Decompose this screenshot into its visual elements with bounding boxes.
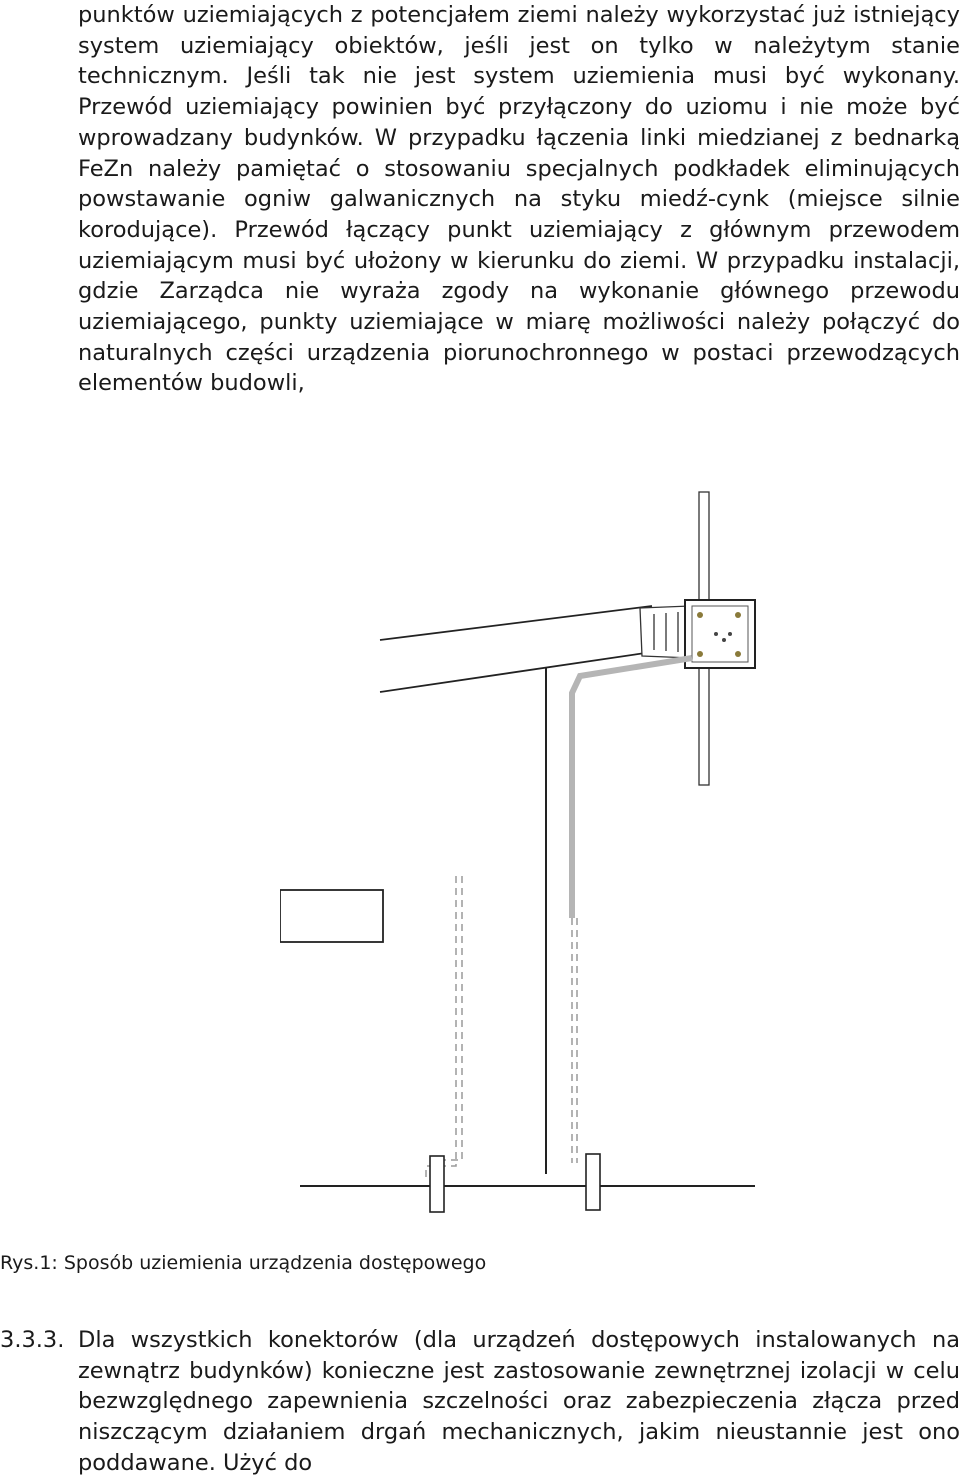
- dashed-grounding-paths: [426, 876, 577, 1180]
- section-3-3-3: [0, 1325, 960, 1479]
- earth-electrodes: [430, 1154, 600, 1212]
- building-roof-lines: [380, 606, 652, 692]
- body-paragraph: punktów uziemiających z potencjałem ziemi należy wykorzystać już istniejący system uziemiający obiektów, jeśli jest on tylko w należytym stanie technicznym. Jeśli tak nie jest system uziemienia musi być wykonany. Przewód uziemiający powinien być przyłączony do uziomu i nie może być wprowadzany budynków. W przypadku łączenia linki miedzianej z bednarką FeZn należy pamiętać o stosowaniu specjalnych podkładek eliminujących powstawanie ogniw galwanicznych na styku miedź-cynk (miejsce silnie korodujące). Przewód łączący punkt uziemiający z głównym przewodem uziemiającym musi być ułożony w kierunku do ziemi. W przypadku instalacji, gdzie Zarządca nie wyraża zgody na wykonanie głównego przewodu uziemiającego, punkty uziemiające w miarę możliwości należy połączyć do naturalnych części urządzenia piorunochronnego w postaci przewodzących elementów budowli,: [78, 2, 960, 397]
- grounding-wire: [572, 658, 692, 918]
- grounding-diagram: [280, 488, 760, 1223]
- section-number: 3.3.3.: [0, 1327, 65, 1353]
- section-text: Dla wszystkich konektorów (dla urządzeń dostępowych instalowanych na zewnątrz budynków) konieczne jest zastosowanie zewnętrznej izolacji w celu bezwzględnego zapewnienia szczelności oraz zabezpieczenia złącza przed niszczącym działaniem drgań mechanicznych, jakim nieustannie jest ono poddawane. Użyć do: [78, 1327, 960, 1476]
- access-device: [685, 600, 755, 668]
- figure-caption: Rys.1: Sposób uziemienia urządzenia dostępowego: [0, 1252, 487, 1274]
- distribution-box: [280, 890, 383, 942]
